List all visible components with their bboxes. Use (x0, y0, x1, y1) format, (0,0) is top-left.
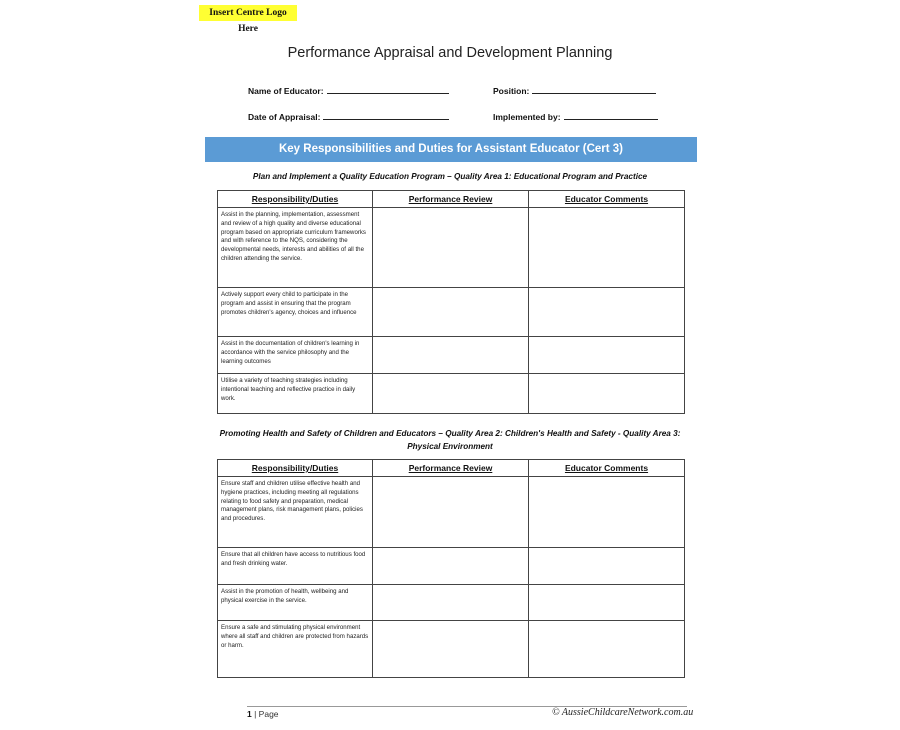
copyright-notice: © AussieChildcareNetwork.com.au (552, 707, 694, 718)
educator-comments-cell[interactable] (529, 477, 685, 548)
educator-comments-cell[interactable] (529, 337, 685, 374)
performance-review-cell[interactable] (373, 374, 529, 414)
duty-cell: Ensure staff and children utilise effective health and hygiene practices, including meeting all regulations relating to food safety and preparation, medical management plans, risk management plans, policies and procedures. (218, 477, 373, 548)
duty-cell: Assist in the documentation of children's learning in accordance with the service philosophy and the learning outcomes (218, 337, 373, 374)
performance-review-cell[interactable] (373, 621, 529, 678)
name-of-educator-label: Name of Educator: (248, 86, 324, 96)
educator-comments-cell[interactable] (529, 208, 685, 288)
key-responsibilities-banner: Key Responsibilities and Duties for Assistant Educator (Cert 3) (205, 137, 697, 162)
table-row (218, 621, 685, 678)
educator-comments-cell[interactable] (529, 374, 685, 414)
column-header-performance-review: Performance Review (373, 191, 529, 208)
document-title: Performance Appraisal and Development Planning (287, 45, 613, 61)
table-row (218, 374, 685, 414)
table-row (218, 337, 685, 374)
educator-comments-cell[interactable] (529, 548, 685, 585)
implemented-by-label: Implemented by: (493, 112, 561, 122)
position-blank (532, 85, 656, 94)
column-header-educator-comments: Educator Comments (529, 460, 685, 477)
name-of-educator-field (248, 85, 449, 96)
performance-review-cell[interactable] (373, 477, 529, 548)
name-of-educator-blank (327, 85, 449, 94)
table-header-row (218, 460, 685, 477)
duty-cell: Assist in the promotion of health, wellbeing and physical exercise in the service. (218, 585, 373, 621)
duty-cell: Ensure a safe and stimulating physical environment where all staff and children are protected from hazards or harm. (218, 621, 373, 678)
duty-cell: Actively support every child to participate in the program and assist in ensuring that the program promotes children's agency, choices and influence (218, 288, 373, 337)
table-row (218, 585, 685, 621)
logo-placeholder: Insert Centre Logo Here (199, 5, 297, 21)
performance-review-cell[interactable] (373, 548, 529, 585)
table-header-row (218, 191, 685, 208)
performance-review-cell[interactable] (373, 288, 529, 337)
position-field (493, 85, 656, 96)
educator-comments-cell[interactable] (529, 585, 685, 621)
table-row (218, 548, 685, 585)
section-heading-quality-area-2-3: Promoting Health and Safety of Children and Educators – Quality Area 2: Children's Health and Safety - Quality Area 3: Physical Environment (219, 429, 681, 451)
duties-table-quality-area-2-3 (217, 459, 685, 678)
page-number (247, 709, 279, 719)
page-label: | Page (254, 709, 279, 719)
table-row (218, 208, 685, 288)
educator-comments-cell[interactable] (529, 288, 685, 337)
position-label: Position: (493, 86, 530, 96)
duty-cell: Assist in the planning, implementation, assessment and review of a high quality and diverse educational program based on appropriate curriculum frameworks and with reference to the NQS, considering the developmental needs, interests and abilities of all the children attending the service. (218, 208, 373, 288)
educator-comments-cell[interactable] (529, 621, 685, 678)
table-row (218, 288, 685, 337)
performance-review-cell[interactable] (373, 337, 529, 374)
duty-cell: Ensure that all children have access to nutritious food and fresh drinking water. (218, 548, 373, 585)
date-of-appraisal-field (248, 111, 449, 122)
table-row (218, 477, 685, 548)
column-header-performance-review: Performance Review (373, 460, 529, 477)
implemented-by-blank (564, 111, 658, 120)
date-of-appraisal-label: Date of Appraisal: (248, 112, 321, 122)
column-header-responsibility: Responsibility/Duties (218, 191, 373, 208)
performance-review-cell[interactable] (373, 208, 529, 288)
implemented-by-field (493, 111, 658, 122)
column-header-educator-comments: Educator Comments (529, 191, 685, 208)
date-of-appraisal-blank (323, 111, 449, 120)
column-header-responsibility: Responsibility/Duties (218, 460, 373, 477)
performance-review-cell[interactable] (373, 585, 529, 621)
duty-cell: Utilise a variety of teaching strategies including intentional teaching and reflective practice in daily work. (218, 374, 373, 414)
duties-table-quality-area-1 (217, 190, 685, 414)
section-heading-quality-area-1: Plan and Implement a Quality Education Program – Quality Area 1: Educational Program and Practice (252, 172, 648, 181)
page-number-value: 1 (247, 709, 252, 719)
